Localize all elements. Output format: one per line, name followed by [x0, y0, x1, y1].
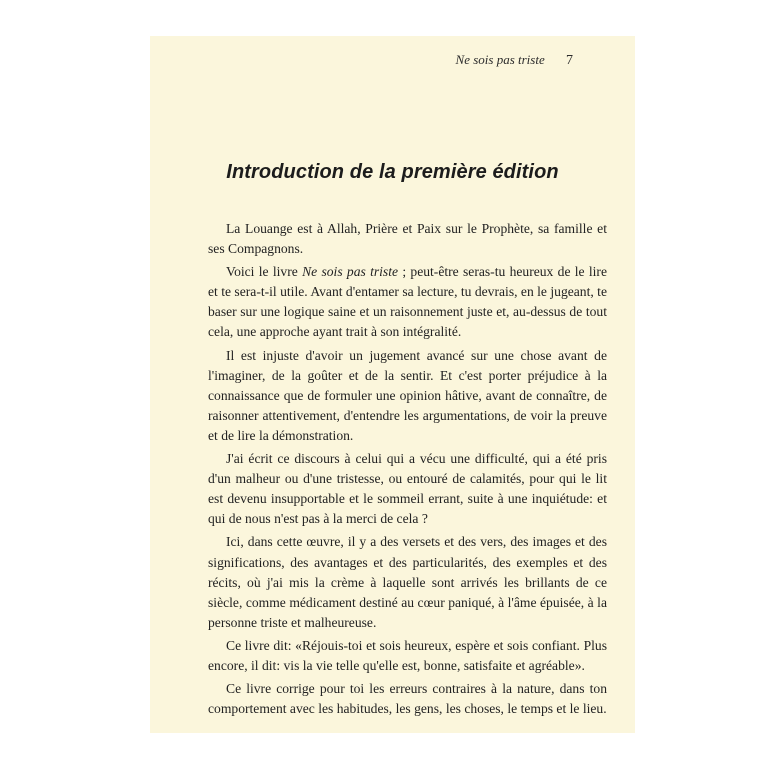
paragraph: Ici, dans cette œuvre, il y a des versets et des vers, des images et des significations, des avantages et des particularités, des exemples et des récits, où j'ai mis la crème à laquelle sont arrivés les brillants de ce siècle, comme médicament destiné au cœur paniqué, à l'âme épuisée, à la personne triste et malheureuse. — [208, 534, 607, 630]
book-title-italic: Ne sois pas triste — [302, 264, 399, 280]
page-number: 7 — [566, 53, 573, 68]
chapter-title: Introduction de la première édition — [226, 161, 559, 183]
paragraph: Il est injuste d'avoir un jugement avancé sur une chose avant de l'imaginer, de la goûter et de la sentir. Et c'est porter préjudice à la connaissance que de formuler une opinion hâtive, avant de connaître, de raisonner attentivement, d'entendre les argumentations, de voir la preuve et de lire la démonstration. — [208, 347, 607, 443]
paragraph — [208, 262, 607, 342]
paragraph-text: Voici le livre — [226, 264, 303, 280]
paragraph-text: ; peut-être seras-tu heureux de le lire et te sera-t-il utile. Avant d'entamer sa lecture, tu devrais, en le jugeant, te baser sur une logique saine et un raisonnement juste et, au-dessus de tout cela, une approche ayant trait à son intégralité. — [208, 264, 607, 340]
body-text — [208, 219, 607, 722]
book-page — [150, 36, 635, 733]
paragraph: La Louange est à Allah, Prière et Paix sur le Prophète, sa famille et ses Compagnons. — [208, 221, 607, 257]
running-header-title: Ne sois pas triste — [455, 52, 545, 67]
paragraph: Ce livre dit: «Réjouis-toi et sois heureux, espère et sois confiant. Plus encore, il dit: vis la vie telle qu'elle est, bonne, satisfaite et agréable». — [208, 637, 607, 673]
paragraph: Ce livre corrige pour toi les erreurs contraires à la nature, dans ton comportement avec les habitudes, les gens, les choses, le temps et le lieu. — [208, 681, 607, 717]
running-header — [456, 52, 573, 69]
paragraph: J'ai écrit ce discours à celui qui a vécu une difficulté, qui a été pris d'un malheur ou d'une tristesse, ou entouré de calamités, pour qui le lit est devenu insupportable et le sommeil errant, suite à une inquiétude: et qui de nous n'est pas à la merci de cela ? — [208, 451, 607, 527]
